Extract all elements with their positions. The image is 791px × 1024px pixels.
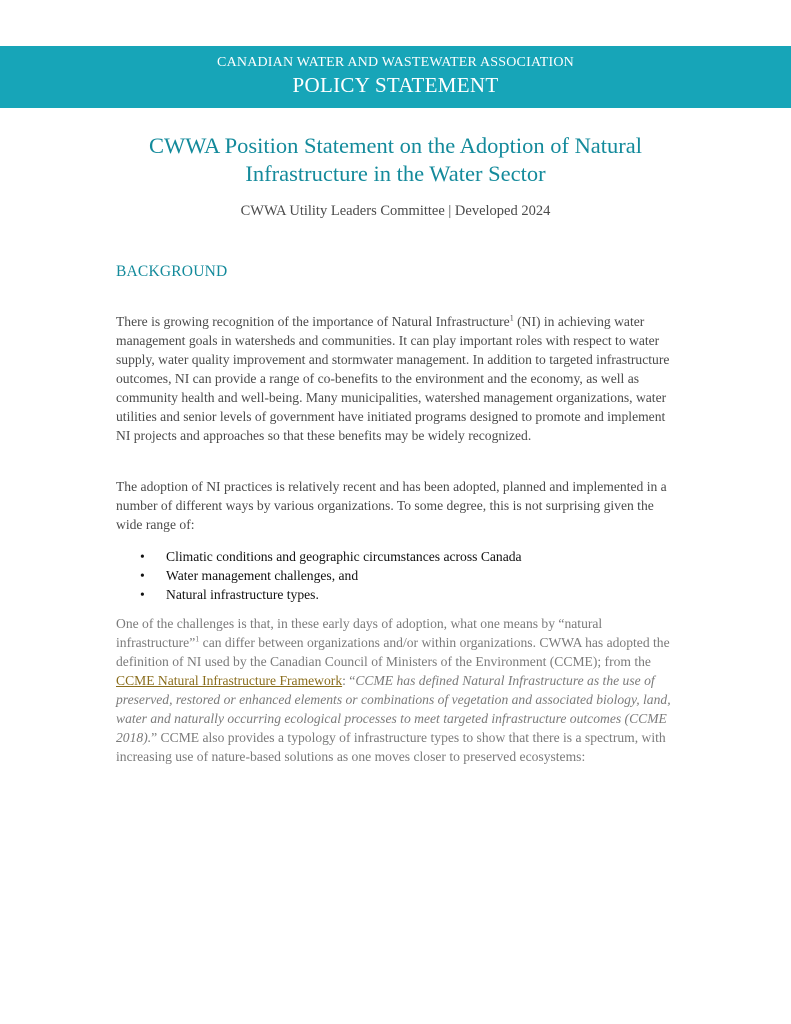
document-subtitle: CWWA Utility Leaders Committee | Developed 2024 — [240, 203, 551, 219]
organization-name: CANADIAN WATER AND WASTEWATER ASSOCIATION — [217, 55, 574, 70]
banner-title: POLICY STATEMENT — [292, 73, 499, 97]
paragraph-text: (NI) in achieving water management goals in watersheds and communities. It can play important roles with respect to water supply, water quality improvement and stormwater management. In addition to targeted infrastructure outcomes, NI can provide a range of co-benefits to the environment and the economy, as well as community health and well-being. Many municipalities, watershed management organizations, water utilities and senior levels of government have initiated programs designed to promote and implement NI projects and approaches so that these benefits may be widely recognized. — [116, 314, 670, 443]
list-item-text: Climatic conditions and geographic circumstances across Canada — [166, 549, 522, 564]
background-paragraph-1 — [116, 312, 682, 445]
document-title-line-1: CWWA Position Statement on the Adoption of Natural — [148, 133, 643, 158]
document-title — [100, 132, 691, 188]
document-title-line-2: Infrastructure in the Water Sector — [245, 161, 546, 186]
paragraph-text: There is growing recognition of the importance of Natural Infrastructure — [116, 314, 510, 329]
list-item — [136, 585, 682, 604]
bullet-list — [136, 547, 682, 604]
footnote-marker[interactable]: 1 — [509, 313, 514, 323]
background-paragraph-2: The adoption of NI practices is relatively recent and has been adopted, planned and implemented in a number of different ways by various organizations. To some degree, this is not surprising given the wide range of: — [116, 479, 667, 532]
list-item — [136, 566, 682, 585]
section-heading-background: BACKGROUND — [116, 263, 228, 280]
list-item-text: Water management challenges, and — [166, 568, 359, 583]
ccme-definition-quote: CCME has defined Natural Infrastructure as the use of preserved, restored or enhanced elements or combinations of vegetation and associated biology, land, water and naturally occurring ecological processes to meet targeted infrastructure outcomes (CCME 2018). — [116, 673, 671, 745]
bullet-icon: • — [140, 568, 145, 583]
list-item-text: Natural infrastructure types. — [166, 587, 319, 602]
paragraph-text: can differ between organizations and/or within organizations. CWWA has adopted the definition of NI used by the Canadian Council of Ministers of the Environment (CCME); from the — [116, 635, 670, 669]
paragraph-text: One of the challenges is that, in these early days of adoption, what one means by “natural infrastructure” — [116, 616, 603, 650]
bullet-icon: • — [140, 549, 145, 564]
bullet-icon: • — [140, 587, 145, 602]
ccme-framework-link[interactable]: CCME Natural Infrastructure Framework — [116, 673, 343, 688]
background-paragraph-3 — [116, 614, 682, 766]
list-item — [136, 547, 682, 566]
paragraph-text: ” CCME also provides a typology of infrastructure types to show that there is a spectrum, with increasing use of nature-based solutions as one moves closer to preserved ecosystems: — [116, 730, 666, 764]
footnote-marker[interactable]: 1 — [195, 634, 200, 644]
paragraph-text: : “ — [342, 673, 356, 688]
policy-banner — [0, 46, 791, 108]
